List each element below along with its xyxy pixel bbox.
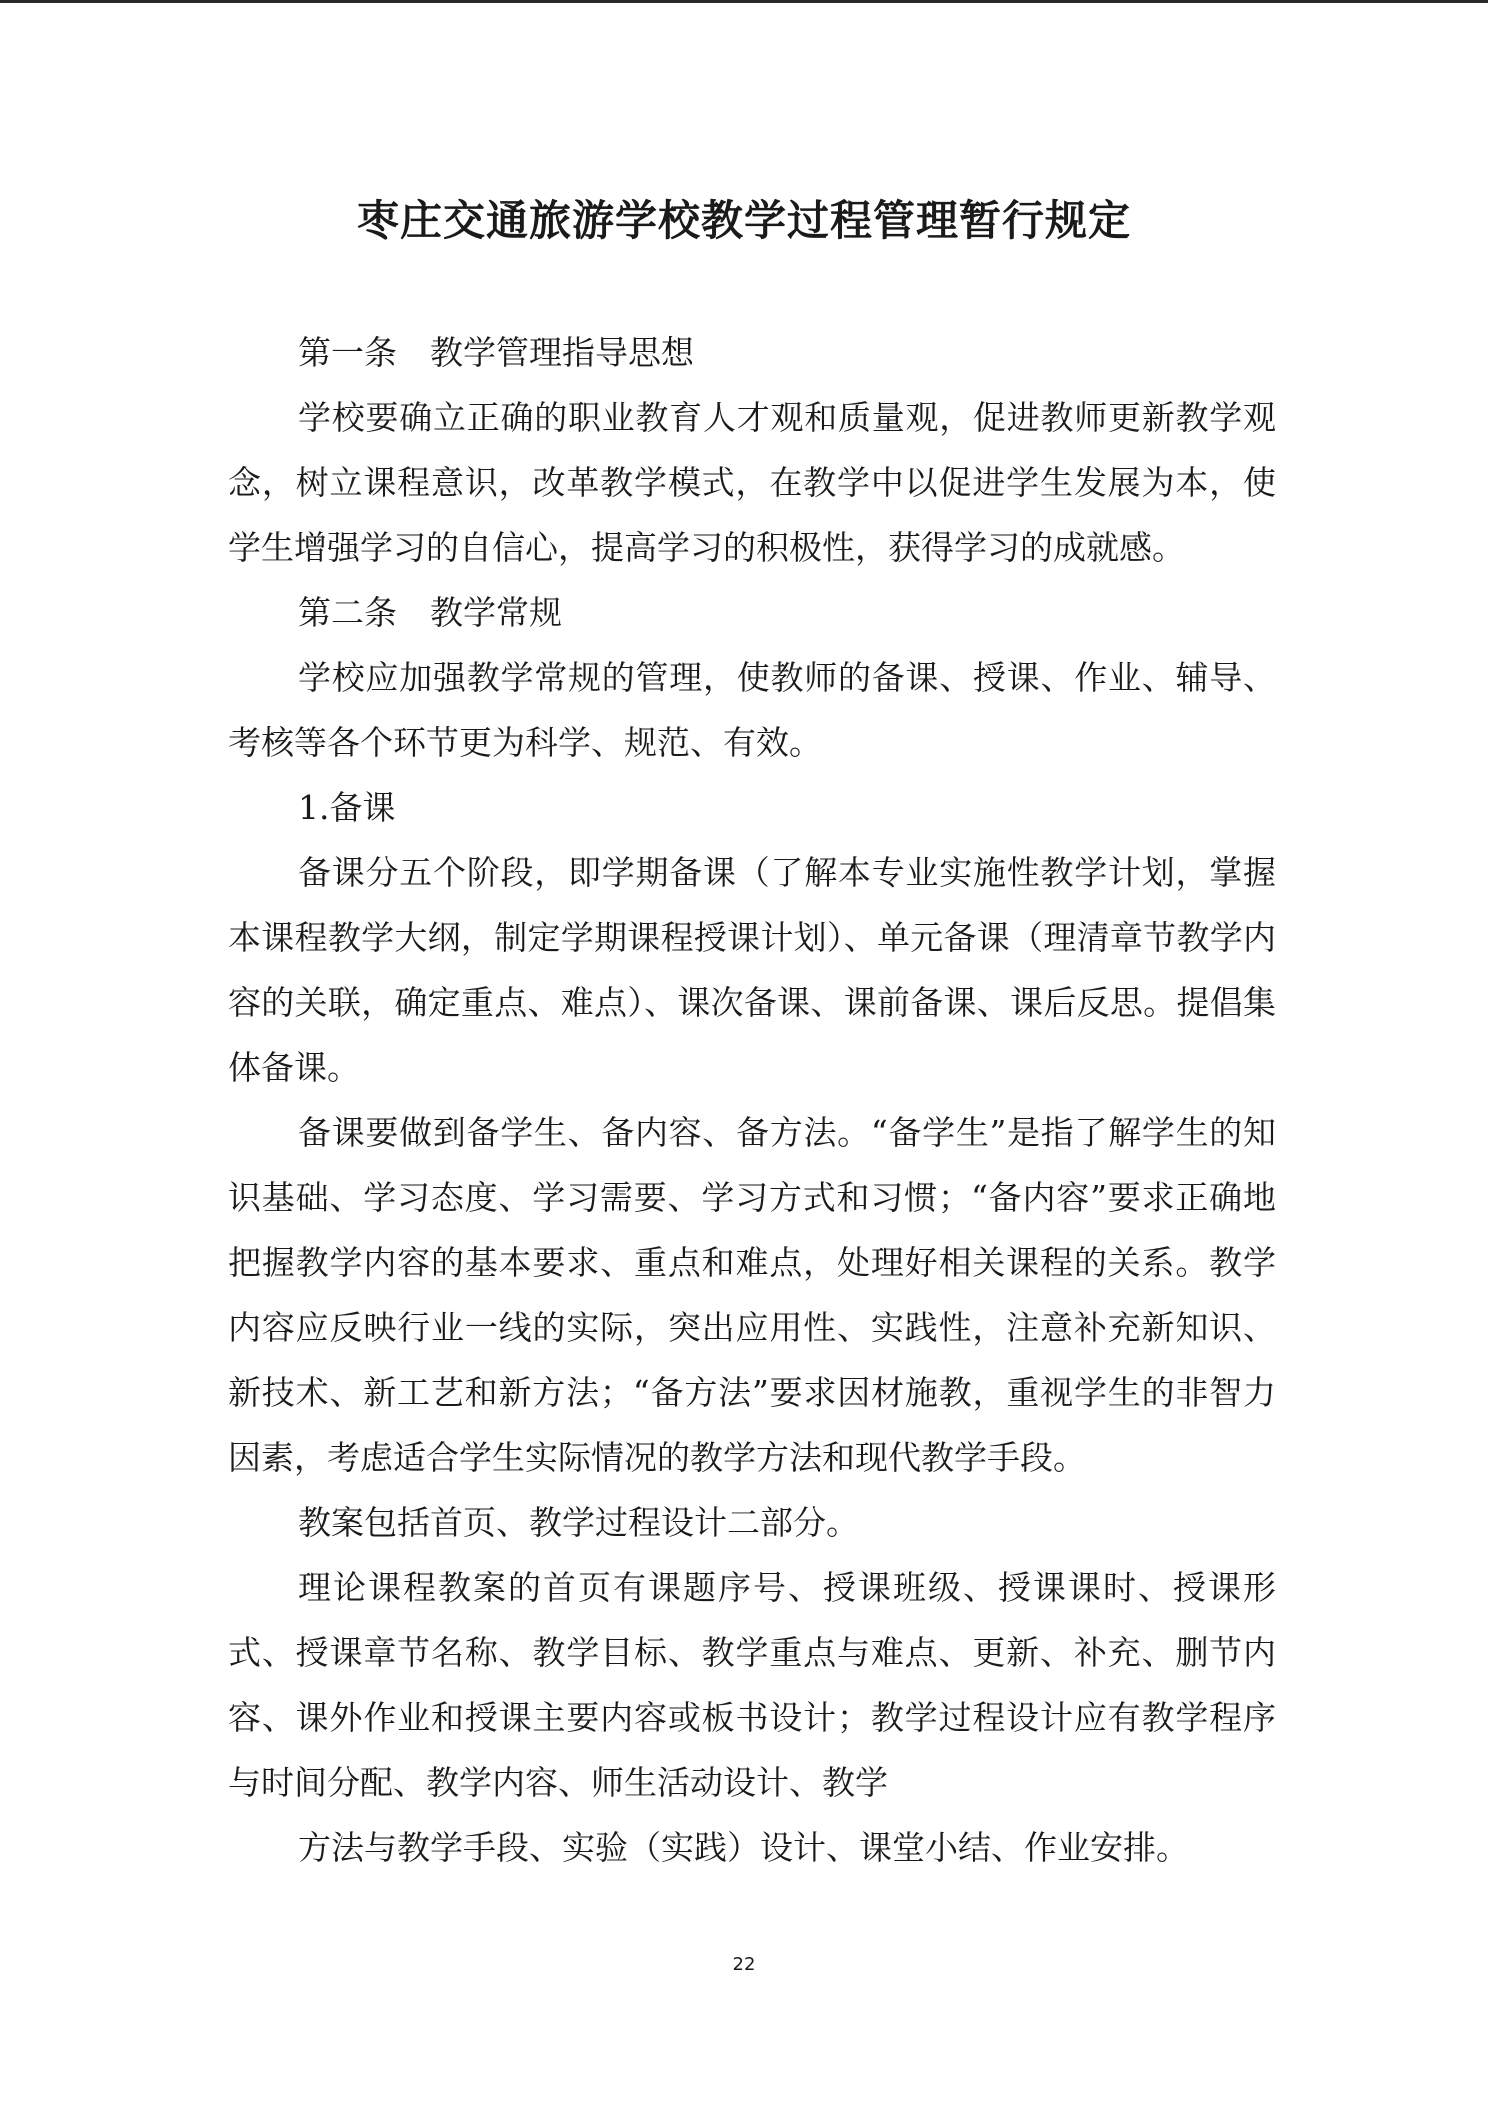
lesson-prep-stages-paragraph: 备课分五个阶段，即学期备课（了解本专业实施性教学计划，掌握本课程教学大纲，制定学期课程授课计划）、单元备课（理清章节教学内容的关联，确定重点、难点）、课次备课、课前备课、课后反思。提倡集体备课。 [228,853,1276,1087]
document-body [228,320,1276,1880]
page-top-border [0,0,1488,3]
article-1-paragraph: 学校要确立正确的职业教育人才观和质量观，促进教师更新教学观念，树立课程意识，改革教学模式，在教学中以促进学生发展为本，使学生增强学习的自信心，提高学习的积极性，获得学习的成就感。 [228,398,1276,567]
lesson-plan-parts-paragraph: 教案包括首页、教学过程设计二部分。 [298,1503,859,1542]
article-1-heading: 第一条 教学管理指导思想 [298,333,694,372]
theory-lesson-plan-paragraph: 理论课程教案的首页有课题序号、授课班级、授课课时、授课形式、授课章节名称、教学目标、教学重点与难点、更新、补充、删节内容、课外作业和授课主要内容或板书设计；教学过程设计应有教学程序与时间分配、教学内容、师生活动设计、教学 [228,1568,1276,1802]
article-2-heading: 第二条 教学常规 [298,593,562,632]
page-number: 22 [732,1954,756,1975]
article-2-paragraph: 学校应加强教学常规的管理，使教师的备课、授课、作业、辅导、考核等各个环节更为科学、规范、有效。 [228,658,1276,762]
section-lesson-prep-heading: 1.备课 [298,788,396,827]
document-title: 枣庄交通旅游学校教学过程管理暂行规定 [356,196,1131,245]
lesson-prep-requirements-paragraph: 备课要做到备学生、备内容、备方法。“备学生”是指了解学生的知识基础、学习态度、学习需要、学习方式和习惯；“备内容”要求正确地把握教学内容的基本要求、重点和难点，处理好相关课程的关系。教学内容应反映行业一线的实际，突出应用性、实践性，注意补充新知识、新技术、新工艺和新方法；“备方法”要求因材施教，重视学生的非智力因素，考虑适合学生实际情况的教学方法和现代教学手段。 [228,1113,1276,1477]
theory-lesson-plan-continued: 方法与教学手段、实验（实践）设计、课堂小结、作业安排。 [298,1828,1189,1867]
